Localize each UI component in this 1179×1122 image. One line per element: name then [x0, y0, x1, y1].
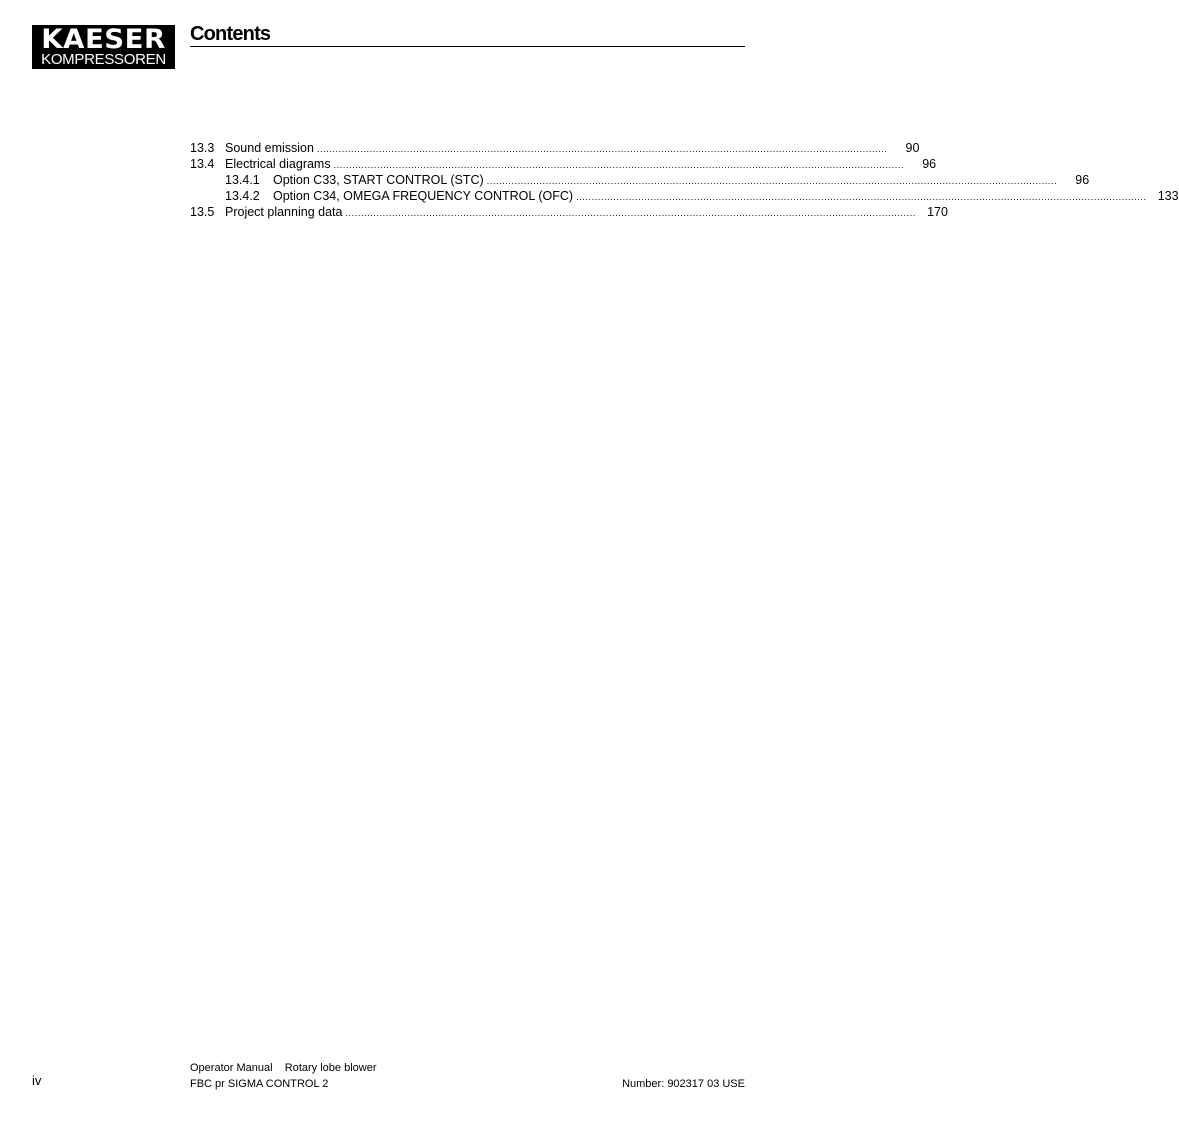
toc-entry-number: 13.3 [190, 141, 215, 155]
toc-entry[interactable] [190, 204, 948, 220]
toc-leader-dots: ........................................................................................................................................................................................ [333, 160, 905, 170]
toc-leader-dots: ........................................................................................................................................................................................ [576, 192, 1147, 202]
kaeser-logo [32, 25, 175, 69]
toc-entry-page: 90 [905, 141, 920, 155]
toc-leader-dots: ........................................................................................................................................................................................ [316, 144, 888, 154]
toc-entry-page: 96 [922, 157, 937, 171]
toc-entry-title: Electrical diagrams [225, 157, 331, 171]
table-of-contents [190, 140, 1179, 220]
footer-model: FBC pr SIGMA CONTROL 2 [190, 1078, 329, 1090]
toc-entry-number: 13.4.1 [225, 173, 260, 187]
toc-leader-dots: ........................................................................................................................................................................................ [486, 176, 1058, 186]
footer-doc-type: Operator Manual [190, 1062, 273, 1074]
footer-document-line [190, 1061, 377, 1075]
page-title: Contents [190, 23, 271, 45]
toc-entry-page: 170 [927, 205, 948, 219]
toc-entry[interactable] [190, 140, 920, 156]
logo-subtitle: KOMPRESSOREN [41, 51, 166, 68]
toc-entry[interactable] [190, 172, 1090, 188]
footer-product: Rotary lobe blower [284, 1062, 377, 1074]
toc-entry[interactable] [190, 156, 937, 172]
footer-page-number: iv [32, 1073, 42, 1088]
logo-wordmark: KAESER [41, 24, 166, 55]
header-divider [190, 46, 745, 47]
toc-leader-dots: ........................................................................................................................................................................................ [345, 208, 916, 218]
toc-entry-title: Project planning data [225, 205, 343, 219]
toc-entry-title: Option C34, OMEGA FREQUENCY CONTROL (OFC) [273, 189, 574, 203]
toc-entry-page: 96 [1075, 173, 1090, 187]
toc-entry-title: Option C33, START CONTROL (STC) [273, 173, 484, 187]
toc-entry-number: 13.4.2 [225, 189, 260, 203]
toc-entry-title: Sound emission [225, 141, 314, 155]
footer-document-number: Number: 902317 03 USE [622, 1078, 745, 1090]
toc-entry-number: 13.5 [190, 205, 215, 219]
toc-entry[interactable] [190, 188, 1179, 204]
toc-entry-number: 13.4 [190, 157, 215, 171]
toc-entry-page: 133 [1157, 189, 1179, 203]
